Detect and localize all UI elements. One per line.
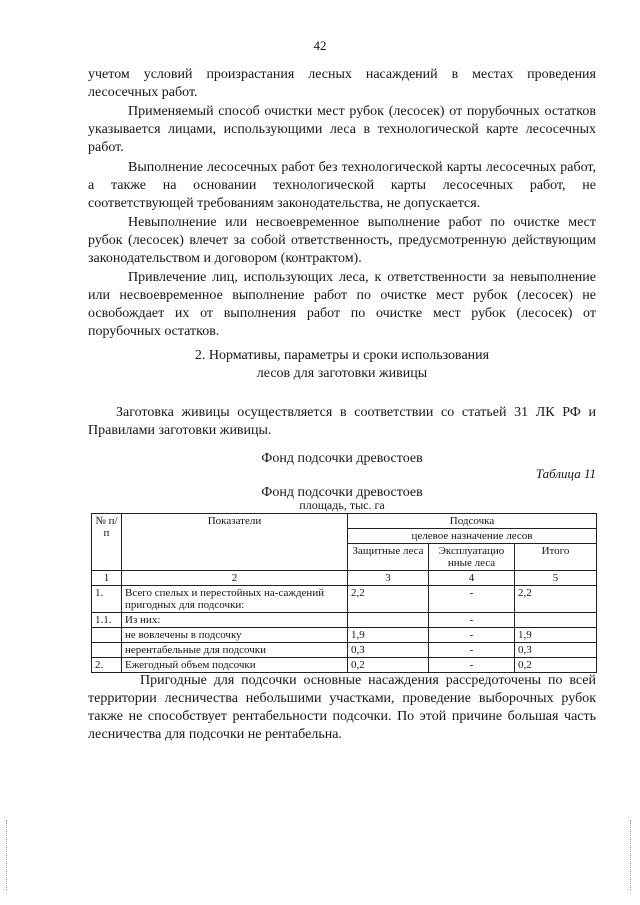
colnum: 1 (92, 571, 122, 586)
scan-edge-mark-left (6, 820, 9, 890)
header-group: Подсочка (348, 514, 597, 529)
header-indicators: Показатели (122, 514, 348, 571)
row-name: не вовлечены в подсочку (122, 628, 348, 643)
row-total: 1,9 (515, 628, 597, 643)
colnum: 3 (348, 571, 429, 586)
row-protective: 0,2 (348, 658, 429, 673)
row-total: 2,2 (515, 586, 597, 613)
row-exploitation: - (429, 586, 515, 613)
row-num: 2. (92, 658, 122, 673)
paragraph-not-exempt: Привлечение лиц, использующих леса, к ответственности за невыполнение или несвоевременное выполнение работ по очистке мест рубок (лесосек) не освобождает их от выполнения работ по очистке мест рубок (лесосек) от порубочных остатков. (88, 270, 596, 339)
row-exploitation: - (429, 613, 515, 628)
row-num: 1.1. (92, 613, 122, 628)
row-name: Ежегодный объем подсочки (122, 658, 348, 673)
row-exploitation: - (429, 628, 515, 643)
table-row (92, 643, 597, 658)
fund-heading: Фонд подсочки древостоев (261, 451, 423, 466)
header-protective: Защитные леса (348, 544, 429, 571)
row-exploitation: - (429, 658, 515, 673)
section-heading-line1: 2. Нормативы, параметры и сроки использования (194, 348, 490, 363)
table-title: Фонд подсочки древостоев (261, 485, 423, 500)
row-protective (348, 613, 429, 628)
paragraph-continuation: учетом условий произрастания лесных насаждений в местах проведения лесосечных работ. (88, 67, 596, 100)
table-unit: площадь, тыс. га (299, 498, 385, 512)
table-row (92, 658, 597, 673)
row-total: 0,3 (515, 643, 597, 658)
row-total (515, 613, 597, 628)
table-colnum-row (92, 571, 597, 586)
row-num: 1. (92, 586, 122, 613)
table-row (92, 613, 597, 628)
page-number: 42 (313, 38, 327, 53)
table-header-row (92, 514, 597, 529)
colnum: 2 (122, 571, 348, 586)
section-heading-line2: лесов для заготовки живицы (256, 366, 428, 381)
section-body: Заготовка живицы осуществляется в соответствии со статьей 31 ЛК РФ и Правилами заготовки живицы. (88, 405, 596, 438)
colnum: 5 (515, 571, 597, 586)
row-total: 0,2 (515, 658, 597, 673)
paragraph-no-tech-map: Выполнение лесосечных работ без технологической карты лесосечных работ, а также на основании технологической карты лесосечных работ, не соответствующей требованиям законодательства, не допускается. (88, 160, 596, 211)
row-protective: 1,9 (348, 628, 429, 643)
fund-table (91, 513, 597, 673)
row-protective: 0,3 (348, 643, 429, 658)
row-name: Из них: (122, 613, 348, 628)
header-total: Итого (515, 544, 597, 571)
row-protective: 2,2 (348, 586, 429, 613)
header-subgroup: целевое назначение лесов (348, 529, 597, 544)
header-num: № п/п (92, 514, 122, 571)
row-name: Всего спелых и перестойных на-саждений пригодных для подсочки: (122, 586, 348, 613)
table-row (92, 586, 597, 613)
scan-edge-mark-right (630, 820, 633, 890)
table-row (92, 628, 597, 643)
row-num (92, 643, 122, 658)
row-name: нерентабельные для подсочки (122, 643, 348, 658)
header-exploitation: Эксплуатацио нные леса (429, 544, 515, 571)
paragraph-liability: Невыполнение или несвоевременное выполнение работ по очистке мест рубок (лесосек) влечет за собой ответственность, предусмотренную действующим законодательством и договором (контрактом). (88, 215, 596, 266)
row-exploitation: - (429, 643, 515, 658)
colnum: 4 (429, 571, 515, 586)
closing-paragraph: Пригодные для подсочки основные насаждения рассредоточены по всей территории лесничества небольшими участками, проведение выборочных рубок также не способствует рентабельности подсочки. По этой причине большая часть лесничества для подсочки не рентабельна. (88, 673, 596, 742)
row-num (92, 628, 122, 643)
paragraph-cleaning-method: Применяемый способ очистки мест рубок (лесосек) от порубочных остатков указывается лицами, использующими леса в технологической карте лесосечных работ. (88, 104, 596, 155)
table-caption: Таблица 11 (535, 466, 596, 481)
